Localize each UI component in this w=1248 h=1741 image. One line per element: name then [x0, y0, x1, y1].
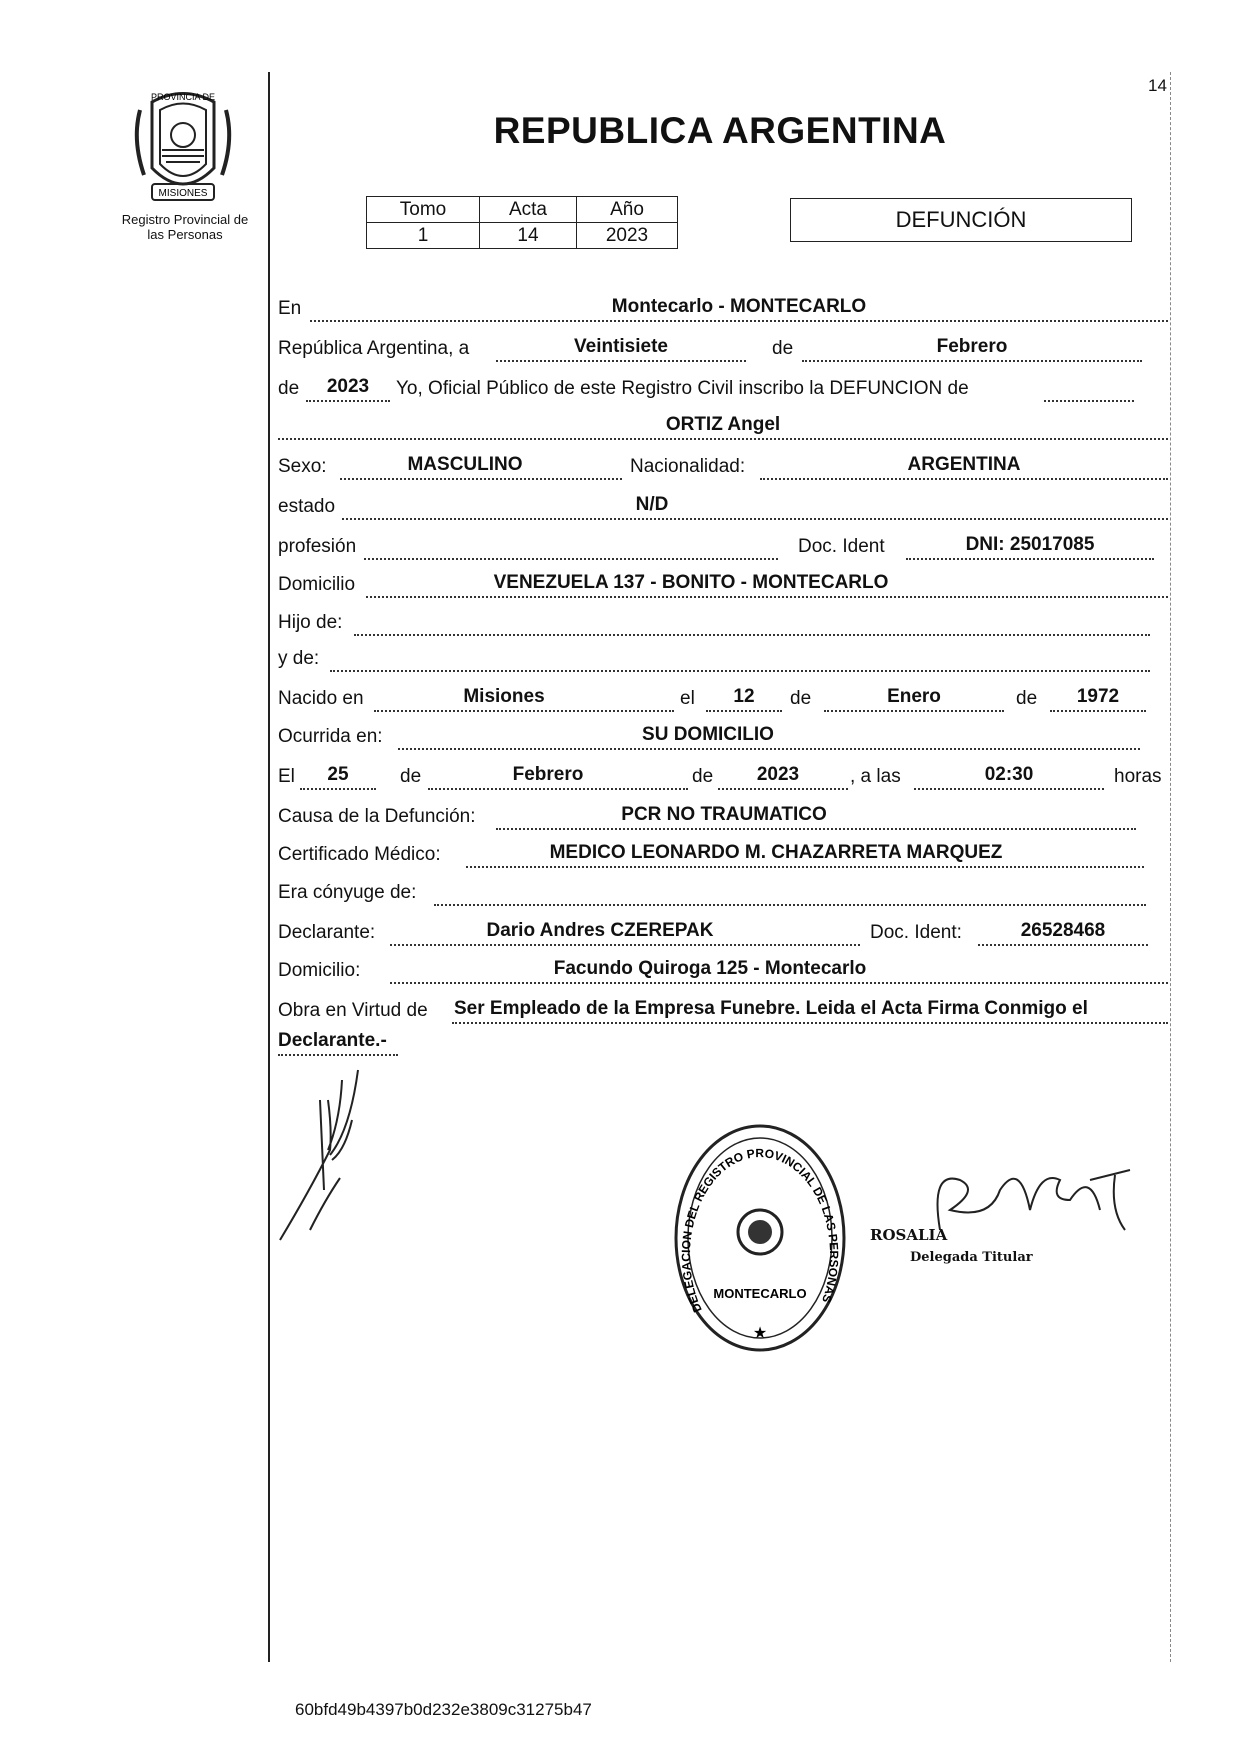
label-de-fall-anio: de	[692, 766, 714, 787]
label-sexo: Sexo:	[278, 456, 327, 477]
anio-value: 2023	[577, 223, 678, 249]
record-type-box: DEFUNCIÓN	[790, 198, 1132, 242]
acta-header: Acta	[480, 197, 577, 223]
tomo-header: Tomo	[367, 197, 480, 223]
value-sexo: MASCULINO	[407, 454, 523, 475]
row-obra	[278, 998, 1168, 1024]
value-fall-anio: 2023	[756, 764, 800, 785]
row-declarante	[278, 920, 1168, 946]
label-estado: estado	[278, 496, 336, 517]
label-de: de	[772, 338, 794, 359]
document-hash: 60bfd49b4397b0d232e3809c31275b47	[295, 1700, 592, 1719]
label-ocurrida-en: Ocurrida en:	[278, 726, 383, 747]
label-nacionalidad: Nacionalidad:	[630, 456, 746, 477]
field-line-profesion	[364, 534, 778, 560]
value-lugar: Montecarlo - MONTECARLO	[611, 296, 867, 317]
row-y-de	[278, 646, 1168, 672]
label-profesion: profesión	[278, 536, 357, 557]
official-name: ROSALIA	[870, 1226, 948, 1244]
field-line-conyuge	[434, 880, 1146, 906]
official-signature	[920, 1150, 1140, 1240]
label-domicilio: Domicilio	[278, 574, 356, 595]
value-nombre: ORTIZ Angel	[665, 414, 781, 435]
row-nacido	[278, 686, 1168, 712]
label-de-anio: de	[278, 378, 300, 399]
province-seal-icon	[122, 80, 244, 210]
page-number: 14	[1148, 76, 1167, 95]
declarant-signature	[270, 1060, 410, 1250]
value-estado: N/D	[635, 494, 669, 515]
label-de-fall-mes: de	[400, 766, 422, 787]
value-mes: Febrero	[936, 336, 1008, 357]
label-de-nac-mes: de	[790, 688, 812, 709]
field-line-extra	[1044, 376, 1134, 402]
tomo-value: 1	[367, 223, 480, 249]
value-ocurrida: SU DOMICILIO	[642, 724, 774, 745]
value-fall-dia: 25	[327, 764, 349, 785]
value-nac-mes: Enero	[887, 686, 941, 707]
row-lugar	[278, 296, 1168, 322]
value-certificado: MEDICO LEONARDO M. CHAZARRETA MARQUEZ	[549, 842, 1003, 863]
label-republica: República Argentina, a	[278, 338, 470, 359]
row-profesion	[278, 534, 1168, 560]
row-domicilio-declarante	[278, 958, 1168, 984]
page-title: REPUBLICA ARGENTINA	[493, 110, 947, 151]
label-declarante: Declarante:	[278, 922, 376, 943]
anio-header: Año	[577, 197, 678, 223]
label-a-las: , a las	[850, 766, 901, 787]
label-causa: Causa de la Defunción:	[278, 806, 476, 827]
value-fall-mes: Febrero	[512, 764, 584, 785]
row-sexo	[278, 454, 1168, 480]
left-margin-line	[268, 72, 270, 1662]
label-hijo-de: Hijo de:	[278, 612, 343, 633]
label-yo-oficial: Yo, Oficial Público de este Registro Civil inscribo la DEFUNCION de	[396, 378, 969, 399]
label-certificado: Certificado Médico:	[278, 844, 441, 865]
label-conyuge: Era cónyuge de:	[278, 882, 417, 903]
value-dia: Veintisiete	[574, 336, 668, 357]
row-causa	[278, 804, 1168, 830]
value-doc: DNI: 25017085	[965, 534, 1095, 555]
official-role: Delegada Titular	[910, 1250, 1033, 1265]
value-nacido-en: Misiones	[463, 686, 545, 707]
value-obra-2: Declarante.-	[278, 1030, 387, 1051]
right-margin-line	[1170, 72, 1171, 1662]
row-obra-2	[278, 1030, 578, 1056]
label-doc-ident-declarante: Doc. Ident:	[870, 922, 962, 943]
row-ocurrida	[278, 724, 1168, 750]
label-obra: Obra en Virtud de	[278, 1000, 428, 1021]
value-hora: 02:30	[984, 764, 1034, 785]
label-y-de: y de:	[278, 648, 320, 669]
label-nacido-en: Nacido en	[278, 688, 364, 709]
field-line-y-de	[330, 646, 1150, 672]
row-anio	[278, 376, 1168, 402]
label-el-cap: El	[278, 766, 295, 787]
value-declarante: Dario Andres CZEREPAK	[486, 920, 714, 941]
stamp-city: MONTECARLO	[713, 1286, 807, 1301]
row-conyuge	[278, 880, 1168, 906]
value-domicilio-declarante: Facundo Quiroga 125 - Montecarlo	[553, 958, 867, 979]
value-declarante-doc: 26528468	[1020, 920, 1106, 941]
row-nombre	[278, 414, 1168, 440]
field-line-hijo-de	[354, 610, 1150, 636]
value-obra-1: Ser Empleado de la Empresa Funebre. Leida el Acta Firma Conmigo el	[454, 998, 1088, 1019]
label-de-nac-anio: de	[1016, 688, 1038, 709]
value-causa: PCR NO TRAUMATICO	[621, 804, 827, 825]
value-anio: 2023	[326, 376, 370, 397]
row-fecha	[278, 336, 1168, 362]
label-el: el	[680, 688, 695, 709]
acta-value: 14	[480, 223, 577, 249]
seal-top-text: PROVINCIA DE	[150, 92, 216, 102]
seal-bottom-text: MISIONES	[158, 188, 208, 199]
record-table	[366, 196, 678, 249]
row-estado	[278, 494, 1168, 520]
label-en: En	[278, 298, 302, 319]
registry-name-line-2: las Personas	[147, 227, 223, 242]
stamp-star-icon: ★	[752, 1323, 768, 1342]
value-nac-anio: 1972	[1076, 686, 1120, 707]
value-nacionalidad: ARGENTINA	[907, 454, 1021, 475]
row-hijo-de	[278, 610, 1168, 636]
value-domicilio: VENEZUELA 137 - BONITO - MONTECARLO	[493, 572, 889, 593]
label-doc-ident: Doc. Ident	[798, 536, 885, 557]
row-domicilio	[278, 572, 1168, 598]
registry-stamp	[672, 1120, 848, 1356]
label-horas: horas	[1114, 766, 1162, 787]
value-nac-dia: 12	[733, 686, 755, 707]
registry-name-line-1: Registro Provincial de	[121, 212, 249, 227]
row-fallecimiento	[278, 764, 1168, 790]
label-domicilio-declarante: Domicilio:	[278, 960, 361, 981]
stamp-arc-text: DELEGACION DEL REGISTRO PROVINCIAL DE LAS PERSONAS	[678, 1146, 842, 1315]
row-certificado	[278, 842, 1168, 868]
registry-name	[100, 212, 270, 242]
